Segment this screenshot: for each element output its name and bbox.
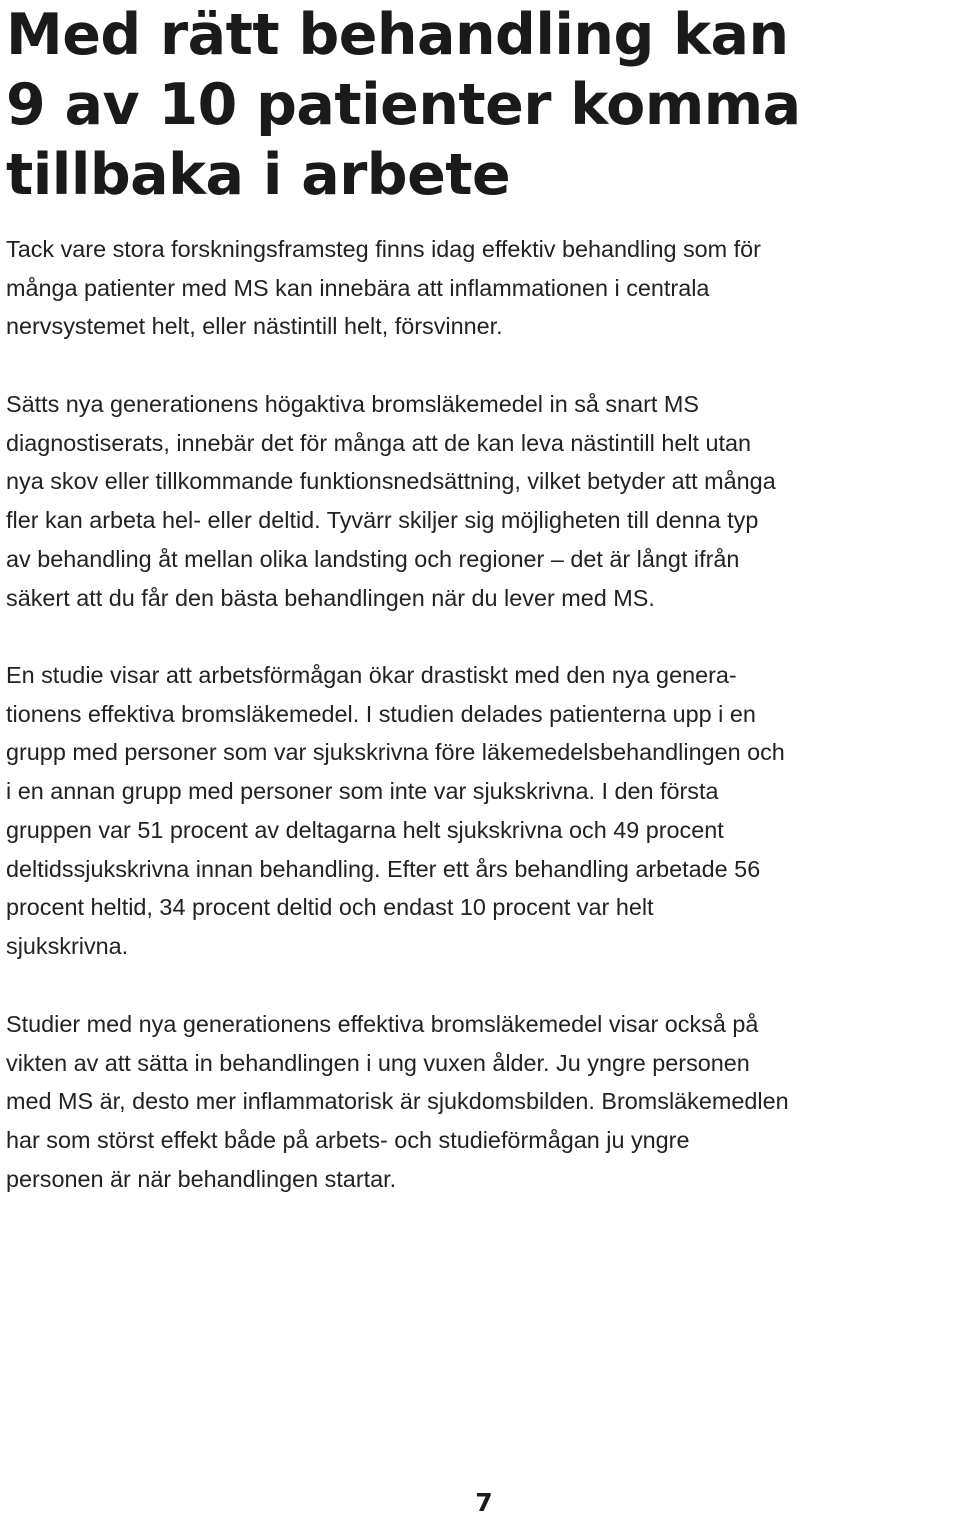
text-line: nya skov eller tillkommande funktionsnedsättning, vilket betyder att många (6, 468, 776, 495)
text-line: många patienter med MS kan innebära att inflammationen i centrala (6, 274, 710, 301)
intro-paragraph (6, 230, 761, 346)
text-line: av behandling åt mellan olika landsting och regioner – det är långt ifrån (6, 545, 740, 572)
text-line: sjukskrivna. (6, 932, 129, 959)
text-line: En studie visar att arbetsförmågan ökar drastiskt med den nya genera- (6, 662, 737, 688)
text-line: procent heltid, 34 procent deltid och endast 10 procent var helt (6, 894, 654, 921)
text-line: Tack vare stora forskningsframsteg finns idag effektiv behandling som för (6, 236, 761, 262)
study-paragraph (6, 656, 785, 966)
text-line: grupp med personer som var sjukskrivna före läkemedelsbehandlingen och (6, 739, 785, 766)
text-line: Sätts nya generationens högaktiva bromsläkemedel in så snart MS (6, 391, 699, 417)
text-line: deltidssjukskrivna innan behandling. Efter ett års behandling arbetade 56 (6, 855, 761, 882)
body-paragraph (6, 385, 776, 617)
text-line: i en annan grupp med personer som inte var sjukskrivna. I den första (6, 778, 719, 805)
text-line: diagnostiserats, innebär det för många att de kan leva nästintill helt utan (6, 429, 752, 456)
text-line: personen är när behandlingen startar. (6, 1165, 397, 1192)
page-title (6, 0, 946, 210)
closing-paragraph (6, 1005, 789, 1199)
text-line: tionens effektiva bromsläkemedel. I studien delades patienterna upp i en (6, 700, 756, 727)
text-line: har som störst effekt både på arbets- och studieförmågan ju yngre (6, 1127, 690, 1154)
text-line: gruppen var 51 procent av deltagarna helt sjukskrivna och 49 procent (6, 816, 724, 843)
text-line: säkert att du får den bästa behandlingen när du lever med MS. (6, 584, 655, 611)
text-line: Studier med nya generationens effektiva bromsläkemedel visar också på (6, 1011, 759, 1037)
text-line: vikten av att sätta in behandlingen i ung vuxen ålder. Ju yngre personen (6, 1049, 750, 1076)
title-line: Med rätt behandling kan (6, 2, 789, 68)
text-line: fler kan arbeta hel- eller deltid. Tyvärr skiljer sig möjligheten till denna typ (6, 507, 759, 534)
title-line: tillbaka i arbete (6, 142, 511, 208)
title-line: 9 av 10 patienter komma (6, 72, 801, 138)
text-line: nervsystemet helt, eller nästintill helt, försvinner. (6, 313, 503, 340)
text-line: med MS är, desto mer inflammatorisk är sjukdomsbilden. Bromsläkemedlen (6, 1088, 789, 1115)
page-number: 7 (475, 1488, 493, 1517)
